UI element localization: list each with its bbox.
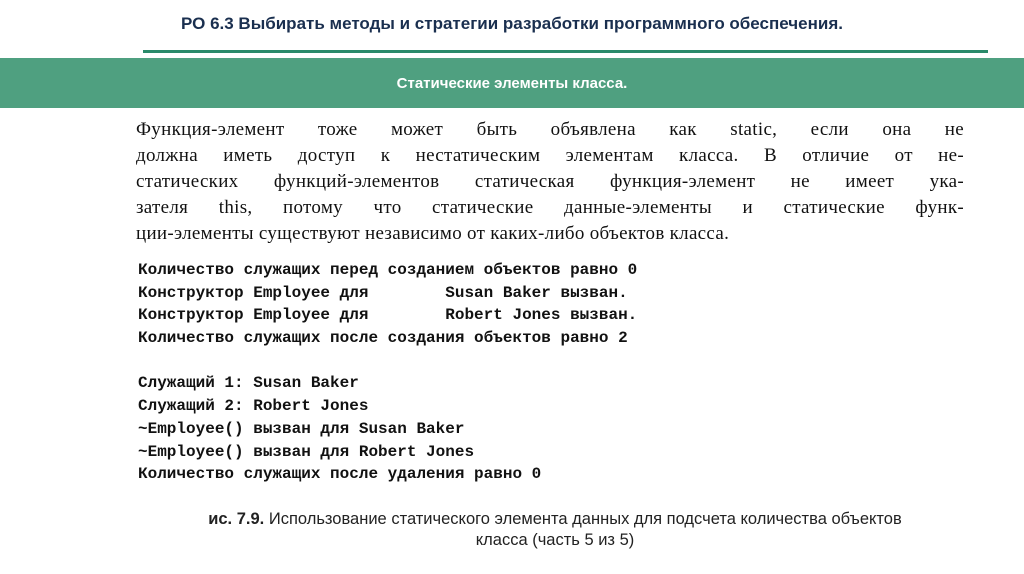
figure-caption (160, 509, 950, 551)
caption-text: Использование статического элемента данных для подсчета количества объектов (264, 510, 902, 528)
body-line: ции-элементы существуют независимо от каких-либо объектов класса. (136, 223, 730, 244)
output-line: ~Employee() вызван для Robert Jones (138, 442, 475, 461)
output-line: Конструктор Employee для Robert Jones вызван. (138, 306, 638, 325)
output-line: Служащий 1: Susan Baker (138, 374, 359, 393)
body-line: статических функций-элементов статическая функция-элемент не имеет ука- (136, 171, 964, 192)
output-line: Служащий 2: Robert Jones (138, 397, 369, 416)
body-line: Функция-элемент тоже может быть объявлена как static, если она не (136, 119, 964, 140)
caption-label: ис. 7.9. (208, 510, 265, 528)
section-banner (0, 58, 1024, 108)
output-line: ~Employee() вызван для Susan Baker (138, 419, 465, 438)
caption-line2: класса (часть 5 из 5) (475, 531, 635, 549)
slide-title: РО 6.3 Выбирать методы и стратегии разработки программного обеспечения. (181, 14, 843, 33)
output-line: Количество служащих после создания объектов равно 2 (138, 329, 628, 348)
program-output (138, 259, 637, 486)
title-divider (143, 50, 988, 53)
output-line: Конструктор Employee для Susan Baker вызван. (138, 283, 628, 302)
output-line (138, 350, 637, 373)
output-line: Количество служащих перед созданием объектов равно 0 (138, 261, 638, 279)
body-line: должна иметь доступ к нестатическим элементам класса. В отличие от не- (136, 145, 964, 166)
body-paragraph (136, 117, 964, 247)
output-line: Количество служащих после удаления равно 0 (138, 465, 542, 484)
body-line: зателя this, потому что статические данные-элементы и статические функ- (136, 197, 964, 218)
banner-text: Статические элементы класса. (396, 74, 628, 92)
